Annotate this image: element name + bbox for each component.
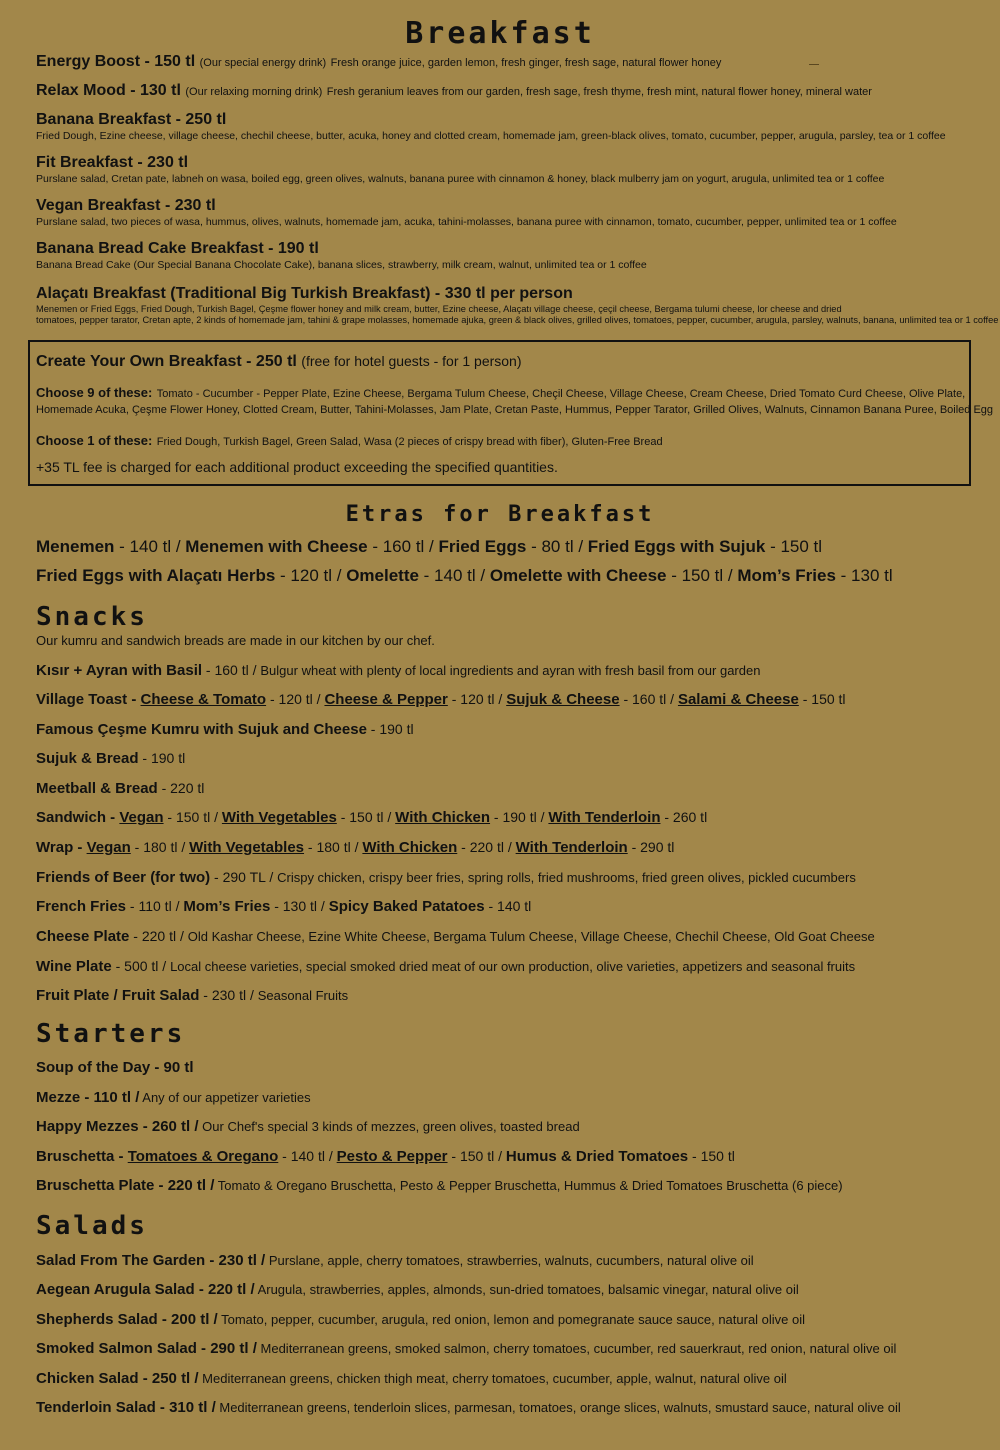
item-desc: Local cheese varieties, special smoked dried meat of our own production, olive varieties, appetizers and seasonal fruits xyxy=(170,959,856,974)
item-desc: Fried Dough, Ezine cheese, village cheese, chechil cheese, butter, acuka, honey and clotted cream, homemade jam, green-black olives, tomato, cucumber, pepper, arugula, parsley, tea or 1 coffee xyxy=(36,130,946,142)
bruschetta-plate-item xyxy=(36,1177,843,1194)
item-price: - 190 tl xyxy=(366,721,414,737)
salad-item xyxy=(36,1399,901,1416)
item-name: Meetball & Bread xyxy=(36,780,158,797)
item-name: Smoked Salmon Salad - 290 tl / xyxy=(36,1340,257,1357)
option-price: - 120 tl / xyxy=(447,691,507,707)
item-sep: - xyxy=(114,1148,128,1165)
option-price: - 140 tl / xyxy=(278,1148,337,1164)
extra-name: Omelette xyxy=(346,566,419,585)
item-desc: Fresh orange juice, garden lemon, fresh ginger, fresh sage, natural flower honey xyxy=(330,57,722,69)
item-desc: Purslane salad, two pieces of wasa, hummus, olives, walnuts, homemade jam, acuka, tahini-molasses, banana puree with cinnamon, tomato, cucumber, pepper, unlimited tea or 1 coffee xyxy=(36,216,897,228)
item-desc: Arugula, strawberries, apples, almonds, sun-dried tomatoes, balsamic vinegar, natural olive oil xyxy=(254,1282,799,1297)
starters-heading: Starters xyxy=(36,1019,186,1049)
alacati-breakfast-item xyxy=(36,285,999,325)
item-desc: Mediterranean greens, chicken thigh meat, cherry tomatoes, cucumber, apple, walnut, natural olive oil xyxy=(198,1371,787,1386)
item-name: Wine Plate xyxy=(36,958,112,975)
item-desc: Seasonal Fruits xyxy=(257,988,349,1003)
extra-price: - 140 tl / xyxy=(114,537,186,556)
item-name: Village Toast xyxy=(36,691,128,708)
item-name: Friends of Beer (for two) xyxy=(36,869,211,886)
soup-item xyxy=(36,1059,194,1076)
item-desc: Bulgur wheat with plenty of local ingredients and ayran with fresh basil from our garden xyxy=(260,663,761,678)
sujuk-bread-item xyxy=(36,750,185,767)
banana-bread-cake-item xyxy=(36,240,974,271)
item-price: - 500 tl / xyxy=(111,958,171,974)
fries-item xyxy=(36,898,531,915)
salad-item xyxy=(36,1311,805,1328)
choose9-label: Choose 9 of these: xyxy=(36,385,153,400)
meetball-item xyxy=(36,780,204,797)
item-name: Spicy Baked Patatoes xyxy=(328,898,485,915)
option-price: - 190 tl / xyxy=(490,809,549,825)
item-sep: - xyxy=(127,691,141,708)
salad-item xyxy=(36,1370,787,1387)
choose1-line xyxy=(36,432,663,450)
extra-name: Omelette with Cheese xyxy=(489,566,667,585)
option-name: With Tenderloin xyxy=(548,809,661,826)
sandwich-item xyxy=(36,809,707,826)
item-desc: Any of our appetizer varieties xyxy=(139,1090,311,1105)
item-sep: - xyxy=(73,839,87,856)
item-name: Mom’s Fries xyxy=(183,898,271,915)
option-price: - 150 tl xyxy=(688,1148,735,1164)
item-name: Shepherds Salad - 200 tl / xyxy=(36,1311,218,1328)
village-toast-item xyxy=(36,691,846,708)
option-name: With Vegetables xyxy=(221,809,337,826)
item-desc: Fresh geranium leaves from our garden, fresh sage, fresh thyme, fresh mint, natural flower honey, mineral water xyxy=(326,86,872,98)
create-your-own-box xyxy=(28,340,994,486)
item-note: (Our relaxing morning drink) xyxy=(185,86,323,98)
item-name: Happy Mezzes - 260 tl / xyxy=(36,1118,199,1135)
option-name: Salami & Cheese xyxy=(677,691,799,708)
extra-name: Menemen with Cheese xyxy=(185,537,368,556)
fit-breakfast-item xyxy=(36,154,974,185)
choose9-line xyxy=(36,384,965,402)
item-name: Fit Breakfast - 230 tl xyxy=(36,154,189,171)
item-price: - 190 tl xyxy=(138,750,186,766)
extra-name: Fried Eggs xyxy=(438,537,527,556)
salad-item xyxy=(36,1340,896,1357)
item-name: Salad From The Garden - 230 tl / xyxy=(36,1252,266,1269)
vegan-breakfast-item xyxy=(36,197,974,228)
option-name: With Tenderloin xyxy=(515,839,628,856)
option-name: Cheese & Tomato xyxy=(140,691,267,708)
item-sep: / xyxy=(109,987,122,1004)
option-name: Sujuk & Cheese xyxy=(506,691,620,708)
extra-price: - 120 tl / xyxy=(275,566,347,585)
item-name: Alaçatı Breakfast (Traditional Big Turkish Breakfast) - 330 tl per person xyxy=(36,285,573,302)
option-price: - 150 tl / xyxy=(336,809,396,825)
item-name: Soup of the Day - 90 tl xyxy=(36,1059,194,1076)
extra-price: - 140 tl / xyxy=(418,566,490,585)
extra-price: - 80 tl / xyxy=(526,537,588,556)
item-name: Fruit Plate xyxy=(36,987,110,1004)
option-price: - 290 tl xyxy=(627,839,675,855)
option-name: With Vegetables xyxy=(189,839,305,856)
choose9-text-2: Homemade Acuka, Çeşme Flower Honey, Clotted Cream, Butter, Tahini-Molasses, Jam Plate, Cretan Paste, Hummus, Pepper Tarator, Grilled Olives, Walnuts, Cinnamon Banana Puree, Boiled Egg xyxy=(36,404,994,416)
item-desc: tomatoes, pepper tarator, Cretan apte, 2 kinds of homemade jam, tahini & grape molasses, homemade ajuka, green & black olives, grilled olives, tomatoes, pepper, cucumber, arugula, parsley, walnuts, banana, unlimited tea or 1 coffee xyxy=(36,315,999,325)
item-desc: Old Kashar Cheese, Ezine White Cheese, Bergama Tulum Cheese, Village Cheese, Chechil Cheese, Old Goat Cheese xyxy=(187,929,875,944)
mezze-item xyxy=(36,1089,311,1106)
item-desc: Mediterranean greens, tenderloin slices, parmesan, tomatoes, orange slices, walnuts, smustard sauce, natural olive oil xyxy=(215,1400,901,1415)
item-desc: Our Chef's special 3 kinds of mezzes, green olives, toasted bread xyxy=(198,1119,580,1134)
item-name: Fruit Salad xyxy=(121,987,200,1004)
banana-breakfast-item xyxy=(36,111,974,142)
salads-heading: Salads xyxy=(36,1211,148,1241)
item-note: (Our special energy drink) xyxy=(199,57,327,69)
option-price: - 220 tl / xyxy=(457,839,516,855)
extra-name: Fried Eggs with Sujuk xyxy=(587,537,766,556)
option-name: With Chicken xyxy=(362,839,458,856)
item-name: Cheese Plate xyxy=(36,928,130,945)
breakfast-heading: Breakfast xyxy=(405,16,595,51)
option-name: Vegan xyxy=(119,809,164,826)
item-name: Mezze - 110 tl / xyxy=(36,1089,140,1106)
item-name: Banana Bread Cake Breakfast - 190 tl xyxy=(36,240,319,257)
item-name: Tenderloin Salad - 310 tl / xyxy=(36,1399,216,1416)
snacks-heading: Snacks xyxy=(36,602,148,632)
relax-mood-item xyxy=(36,82,974,100)
option-price: - 150 tl xyxy=(798,691,846,707)
item-name: Bruschetta Plate - 220 tl / xyxy=(36,1177,215,1194)
option-price: - 120 tl / xyxy=(266,691,325,707)
extra-price: - 130 tl xyxy=(835,566,893,585)
salad-item xyxy=(36,1281,799,1298)
item-price: - 160 tl / xyxy=(202,662,261,678)
choose1-text: Fried Dough, Turkish Bagel, Green Salad, Wasa (2 pieces of crispy bread with fiber), Gluten-Free Bread xyxy=(156,436,663,448)
option-name: Tomatoes & Oregano xyxy=(127,1148,279,1165)
wine-plate-item xyxy=(36,958,855,975)
fee-note: +35 TL fee is charged for each additional product exceeding the specified quantities. xyxy=(36,459,558,475)
item-name: Sandwich xyxy=(36,809,107,826)
item-name: French Fries xyxy=(36,898,127,915)
option-price: - 160 tl / xyxy=(619,691,678,707)
option-name: Pesto & Pepper xyxy=(336,1148,448,1165)
option-price: - 180 tl / xyxy=(304,839,363,855)
item-name: Famous Çeşme Kumru with Sujuk and Cheese xyxy=(36,721,367,738)
extra-price: - 160 tl / xyxy=(367,537,439,556)
item-name: Vegan Breakfast - 230 tl xyxy=(36,197,216,214)
item-price: - 220 tl xyxy=(157,780,205,796)
wrap-item xyxy=(36,839,674,856)
cheese-plate-item xyxy=(36,928,875,945)
item-price: - 290 TL / xyxy=(210,869,278,885)
item-desc: Mediterranean greens, smoked salmon, cherry tomatoes, cucumber, red sauerkraut, red onion, natural olive oil xyxy=(256,1341,897,1356)
option-name: Humus & Dried Tomatoes xyxy=(505,1148,689,1165)
option-price: - 180 tl / xyxy=(130,839,190,855)
bruschetta-item xyxy=(36,1148,735,1165)
item-name: Energy Boost - 150 tl xyxy=(36,53,196,70)
energy-boost-item xyxy=(36,53,974,71)
extras-heading: Etras for Breakfast xyxy=(345,502,655,527)
item-desc: Purslane, apple, cherry tomatoes, strawberries, walnuts, cucumbers, natural olive oil xyxy=(265,1253,754,1268)
item-name: Banana Breakfast - 250 tl xyxy=(36,111,227,128)
item-name: Kısır + Ayran with Basil xyxy=(36,662,203,679)
item-name: Bruschetta xyxy=(36,1148,115,1165)
item-name: Chicken Salad - 250 tl / xyxy=(36,1370,199,1387)
item-price: - 130 tl / xyxy=(270,898,329,914)
item-desc: Tomato & Oregano Bruschetta, Pesto & Pepper Bruschetta, Hummus & Dried Tomatoes Bruschetta (6 piece) xyxy=(214,1178,843,1193)
kisir-item xyxy=(36,662,760,679)
option-price: - 260 tl xyxy=(660,809,708,825)
item-sep: - xyxy=(106,809,120,826)
extra-name: Fried Eggs with Alaçatı Herbs xyxy=(36,566,276,585)
happy-mezzes-item xyxy=(36,1118,580,1135)
item-price: - 220 tl / xyxy=(129,928,188,944)
item-desc: Banana Bread Cake (Our Special Banana Chocolate Cake), banana slices, strawberry, milk cream, walnut, unlimited tea or 1 coffee xyxy=(36,259,647,271)
option-price: - 150 tl / xyxy=(163,809,222,825)
extra-name: Mom’s Fries xyxy=(737,566,836,585)
create-title: Create Your Own Breakfast - 250 tl xyxy=(36,353,297,370)
kumru-item xyxy=(36,721,414,738)
item-name: Sujuk & Bread xyxy=(36,750,139,767)
item-name: Relax Mood - 130 tl xyxy=(36,82,181,99)
item-name: Aegean Arugula Salad - 220 tl / xyxy=(36,1281,255,1298)
extras-line-2 xyxy=(36,566,893,586)
item-price: - 110 tl / xyxy=(126,898,184,914)
fruit-plate-item xyxy=(36,987,348,1004)
item-desc: Purslane salad, Cretan pate, labneh on wasa, boiled egg, green olives, walnuts, banana puree with cinnamon & honey, black mulberry jam on yogurt, arugula, unlimited tea or 1 coffee xyxy=(36,173,885,185)
extra-price: - 150 tl xyxy=(765,537,823,556)
item-name: Wrap xyxy=(36,839,74,856)
extra-price: - 150 tl / xyxy=(666,566,738,585)
create-title-line xyxy=(36,353,522,371)
option-name: Cheese & Pepper xyxy=(324,691,448,708)
option-price: - 150 tl / xyxy=(447,1148,506,1164)
option-name: With Chicken xyxy=(395,809,491,826)
choose1-label: Choose 1 of these: xyxy=(36,433,153,448)
choose9-text: Tomato - Cucumber - Pepper Plate, Ezine Cheese, Bergama Tulum Cheese, Cheçil Cheese, Village Cheese, Cream Cheese, Dried Tomato Curd Cheese, Olive Plate, xyxy=(156,388,966,400)
item-price: - 230 tl / xyxy=(199,987,258,1003)
friends-of-beer-item xyxy=(36,869,856,886)
salad-item xyxy=(36,1252,754,1269)
extras-line-1 xyxy=(36,537,822,557)
item-price: - 140 tl xyxy=(484,898,532,914)
option-name: Vegan xyxy=(86,839,131,856)
extra-name: Menemen xyxy=(36,537,115,556)
item-desc: Menemen or Fried Eggs, Fried Dough, Turkish Bagel, Çeşme flower honey and milk cream, butter, Ezine cheese, Alaçatı village cheese, çeçil cheese, Bergama tulumi cheese, lor cheese and dried xyxy=(36,304,842,314)
create-note: (free for hotel guests - for 1 person) xyxy=(301,353,522,369)
item-desc: Tomato, pepper, cucumber, arugula, red onion, lemon and pomegranate sauce sauce, natural olive oil xyxy=(217,1312,806,1327)
snacks-intro: Our kumru and sandwich breads are made in our kitchen by our chef. xyxy=(36,633,435,648)
item-desc: Crispy chicken, crispy beer fries, spring rolls, fried mushrooms, fried green olives, pickled cucumbers xyxy=(277,870,856,885)
